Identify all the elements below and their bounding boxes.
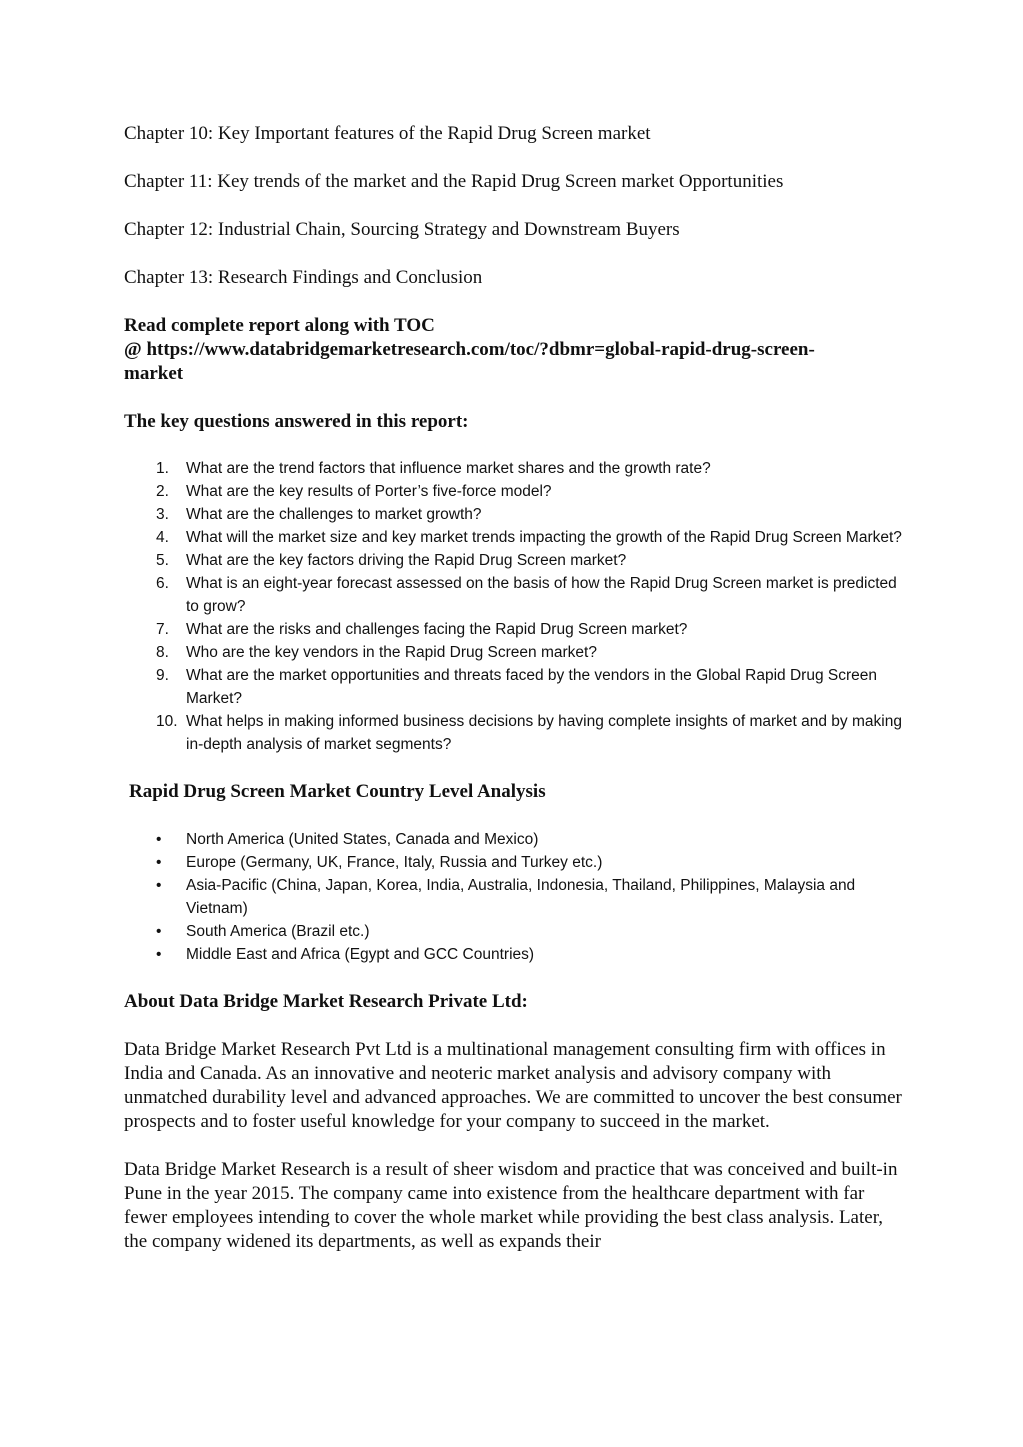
list-item-text: Middle East and Africa (Egypt and GCC Countries) <box>186 946 535 963</box>
bullet-icon: • <box>156 831 162 848</box>
bullet-icon: • <box>156 923 162 940</box>
bullet-icon: • <box>156 877 162 894</box>
list-number: 2. <box>156 483 169 500</box>
list-item-text: Asia-Pacific (China, Japan, Korea, India, Australia, Indonesia, Thailand, Philippines, Malaysia and Vietnam) <box>186 877 856 917</box>
toc-label: Read complete report along with TOC <box>124 315 435 336</box>
list-item <box>124 664 904 710</box>
list-number: 1. <box>156 460 169 477</box>
list-number: 8. <box>156 644 169 661</box>
list-item <box>124 874 904 920</box>
toc-link[interactable]: https://www.databridgemarketresearch.com/toc/?dbmr=global-rapid-drug-screen- <box>146 339 815 360</box>
list-item-text: What are the key factors driving the Rapid Drug Screen market? <box>186 552 627 569</box>
key-questions-list <box>124 457 904 756</box>
list-item-text: What are the key results of Porter’s five-force model? <box>186 483 552 500</box>
toc-url-line[interactable] <box>124 338 904 362</box>
list-item-text: South America (Brazil etc.) <box>186 923 370 940</box>
country-analysis-heading: Rapid Drug Screen Market Country Level Analysis <box>129 781 546 802</box>
list-item-text: What are the risks and challenges facing the Rapid Drug Screen market? <box>186 621 688 638</box>
list-item-text: North America (United States, Canada and Mexico) <box>186 831 539 848</box>
bullet-icon: • <box>156 854 162 871</box>
list-item <box>124 572 904 618</box>
list-number: 5. <box>156 552 169 569</box>
list-number: 10. <box>156 713 178 730</box>
list-item <box>124 457 904 480</box>
list-number: 6. <box>156 575 169 592</box>
document-page <box>124 122 904 1278</box>
list-item <box>124 851 904 874</box>
list-item-text: What are the trend factors that influence market shares and the growth rate? <box>186 460 711 477</box>
region-list <box>124 828 904 966</box>
list-item-text: What are the market opportunities and threats faced by the vendors in the Global Rapid Drug Screen Market? <box>186 667 877 707</box>
about-paragraph: Data Bridge Market Research Pvt Ltd is a multinational management consulting firm with offices in India and Canada. As an innovative and neoteric market analysis and advisory company with unmatched durability level and advanced approaches. We are committed to uncover the best consumer prospects and to foster useful knowledge for your company to succeed in the market. <box>124 1039 902 1132</box>
list-item <box>124 549 904 572</box>
key-questions-heading: The key questions answered in this report: <box>124 411 469 432</box>
list-item-text: What helps in making informed business decisions by having complete insights of market and by making in-depth analysis of market segments? <box>186 713 902 753</box>
toc-at-sign: @ <box>124 339 142 360</box>
toc-block <box>124 314 904 386</box>
list-item <box>124 526 904 549</box>
list-item <box>124 920 904 943</box>
toc-link-continued[interactable]: market <box>124 363 184 384</box>
chapter-12: Chapter 12: Industrial Chain, Sourcing Strategy and Downstream Buyers <box>124 219 680 240</box>
list-item <box>124 710 904 756</box>
list-item-text: What are the challenges to market growth? <box>186 506 482 523</box>
list-item <box>124 618 904 641</box>
list-item-text: Europe (Germany, UK, France, Italy, Russia and Turkey etc.) <box>186 854 603 871</box>
list-item <box>124 641 904 664</box>
about-paragraph: Data Bridge Market Research is a result of sheer wisdom and practice that was conceived and built-in Pune in the year 2015. The company came into existence from the healthcare department with far fewer employees intending to cover the whole market while providing the best class analysis. Later, the company widened its departments, as well as expands their <box>124 1159 898 1252</box>
list-item <box>124 828 904 851</box>
list-item-text: Who are the key vendors in the Rapid Drug Screen market? <box>186 644 597 661</box>
chapter-10: Chapter 10: Key Important features of the Rapid Drug Screen market <box>124 123 651 144</box>
list-item <box>124 480 904 503</box>
list-item <box>124 943 904 966</box>
list-item <box>124 503 904 526</box>
list-number: 9. <box>156 667 169 684</box>
list-number: 3. <box>156 506 169 523</box>
about-heading: About Data Bridge Market Research Private Ltd: <box>124 991 528 1012</box>
chapter-11: Chapter 11: Key trends of the market and the Rapid Drug Screen market Opportunities <box>124 171 784 192</box>
list-item-text: What will the market size and key market trends impacting the growth of the Rapid Drug Screen Market? <box>186 529 902 546</box>
list-number: 7. <box>156 621 169 638</box>
bullet-icon: • <box>156 946 162 963</box>
list-item-text: What is an eight-year forecast assessed on the basis of how the Rapid Drug Screen market is predicted to grow? <box>186 575 897 615</box>
list-number: 4. <box>156 529 169 546</box>
chapter-13: Chapter 13: Research Findings and Conclusion <box>124 267 483 288</box>
